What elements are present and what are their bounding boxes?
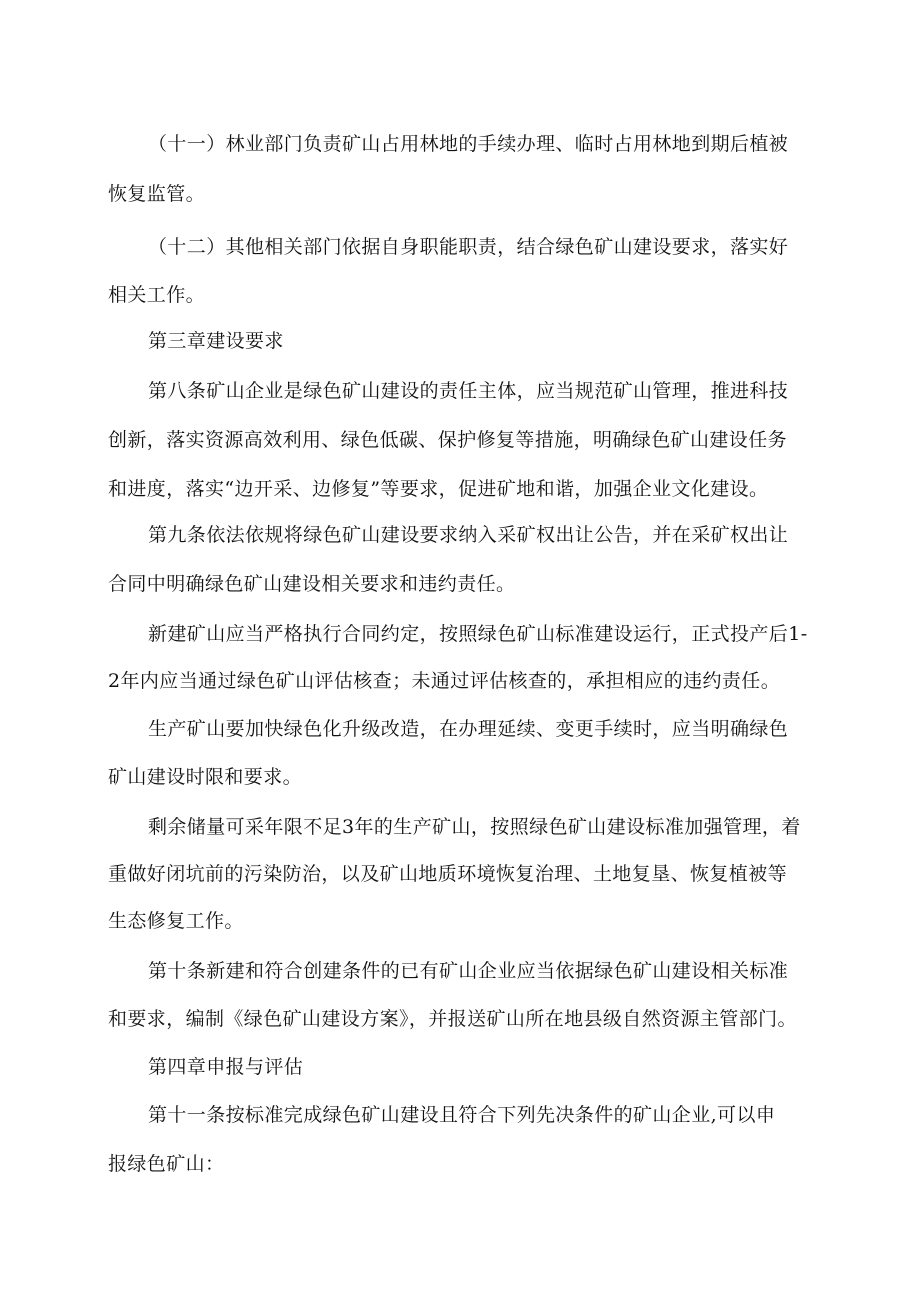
paragraph-line: 第九条依法依规将绿色矿山建设要求纳入采矿权出让公告，并在采矿权出让 [148, 524, 789, 546]
paragraph-line: 矿山建设时限和要求。 [108, 766, 303, 788]
paragraph-line: （十一）林业部门负责矿山占用林地的手续办理、临时占用林地到期后植被 [148, 133, 789, 155]
paragraph-line: 恢复监管。 [108, 183, 206, 205]
paragraph-line: 第十条新建和符合创建条件的已有矿山企业应当依据绿色矿山建设相关标准 [148, 960, 789, 982]
paragraph-line: 创新，落实资源高效利用、绿色低碳、保护修复等措施，明确绿色矿山建设任务 [108, 429, 788, 451]
paragraph-line: 报绿色矿山： [108, 1153, 225, 1175]
paragraph-line: 第八条矿山企业是绿色矿山建设的责任主体，应当规范矿山管理，推进科技 [148, 380, 789, 402]
paragraph-line: （十二）其他相关部门依据自身职能职责，结合绿色矿山建设要求，落实好 [148, 236, 789, 258]
paragraph-line: 合同中明确绿色矿山建设相关要求和违约责任。 [108, 573, 516, 595]
chapter-title: 第四章申报与评估 [148, 1056, 304, 1078]
paragraph-line: 2年内应当通过绿色矿山评估核查；未通过评估核查的，承担相应的违约责任。 [108, 670, 781, 692]
paragraph-line: 生产矿山要加快绿色化升级改造，在办理延续、变更手续时，应当明确绿色 [148, 718, 789, 740]
paragraph-line: 第十一条按标准完成绿色矿山建设且符合下列先决条件的矿山企业,可以申 [148, 1104, 776, 1126]
chapter-title: 第三章建设要求 [148, 330, 284, 352]
paragraph-line: 剩余储量可采年限不足3年的生产矿山，按照绿色矿山建设标准加强管理，着 [148, 816, 801, 838]
paragraph-line: 和进度，落实“边开采、边修复”等要求，促进矿地和谐，加强企业文化建设。 [108, 478, 769, 500]
paragraph-line: 相关工作。 [108, 284, 206, 306]
paragraph-line: 和要求，编制《绿色矿山建设方案》，并报送矿山所在地县级自然资源主管部门。 [108, 1008, 797, 1030]
paragraph-line: 生态修复工作。 [108, 910, 244, 932]
paragraph-line: 新建矿山应当严格执行合同约定，按照绿色矿山标准建设运行，正式投产后1- [148, 623, 808, 645]
paragraph-line: 重做好闭坑前的污染防治，以及矿山地质环境恢复治理、土地复垦、恢复植被等 [108, 863, 788, 885]
